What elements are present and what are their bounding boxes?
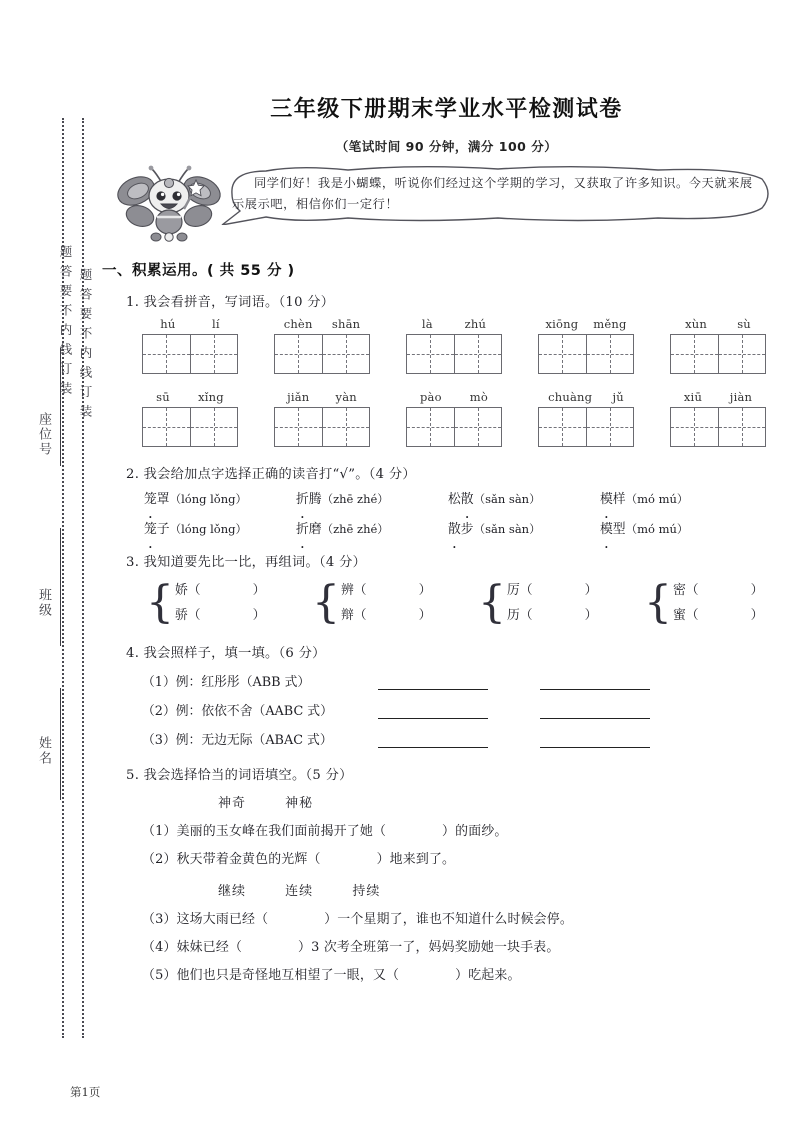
pinyin-label xyxy=(274,317,370,331)
dotted-char: 模 xyxy=(600,492,613,507)
pinyin-options[interactable]: （zhē zhé） xyxy=(321,522,389,536)
tianzige-cell[interactable] xyxy=(539,335,587,373)
q4-prompt: 4. 我会照样子，填一填。（6 分） xyxy=(126,646,326,661)
q5-sentence xyxy=(142,908,793,927)
pinyin-syllable: jǔ xyxy=(612,390,624,404)
mascot-banner xyxy=(100,163,793,245)
sentence-post: ）的面纱。 xyxy=(442,824,508,839)
paren-close: ） xyxy=(418,608,432,623)
dotted-char: 折 xyxy=(296,492,309,507)
tianzige-cell[interactable] xyxy=(587,408,634,446)
answer-blank[interactable] xyxy=(540,675,650,690)
paren-close: ） xyxy=(750,583,764,598)
pinyin-syllable: jiǎn xyxy=(287,390,310,404)
word-bank-option[interactable]: 持续 xyxy=(352,884,381,899)
tianzige-cell[interactable] xyxy=(275,335,323,373)
sentence-pre: （4）妹妹已经（ xyxy=(142,940,243,955)
pinyin-grid-group xyxy=(406,317,502,374)
q5-sentence xyxy=(142,936,793,955)
tianzige-box[interactable] xyxy=(670,407,766,447)
pinyin-syllable: chuàng xyxy=(548,390,593,404)
pinyin-label xyxy=(538,317,634,331)
pinyin-label xyxy=(142,317,238,331)
char-pair-top[interactable] xyxy=(673,578,763,603)
dotted-char: 模 xyxy=(600,522,613,537)
q4-item xyxy=(142,671,793,690)
answer-blank[interactable] xyxy=(540,733,650,748)
q5-word-bank-1 xyxy=(218,792,793,811)
sentence-pre: （2）秋天带着金黄色的光辉（ xyxy=(142,852,321,867)
q3-pairs xyxy=(146,578,793,628)
pronunciation-choice[interactable] xyxy=(600,488,752,507)
pinyin-syllable: měng xyxy=(593,317,627,331)
pinyin-label xyxy=(538,390,634,404)
char-pair-bottom[interactable] xyxy=(175,603,265,628)
pronunciation-choice[interactable] xyxy=(296,518,448,537)
char-label: 骄（ xyxy=(175,608,201,623)
name-rule xyxy=(60,688,61,800)
butterfly-fairy-icon xyxy=(110,165,230,243)
char-pair-top[interactable] xyxy=(341,578,431,603)
tianzige-box[interactable] xyxy=(406,407,502,447)
word-rest: 罩 xyxy=(156,492,170,507)
tianzige-cell[interactable] xyxy=(143,408,191,446)
sentence-post: ）吃起来。 xyxy=(455,968,521,983)
pinyin-grid-group xyxy=(142,317,238,374)
char-pair-group xyxy=(312,578,460,628)
sentence-post: ）地来到了。 xyxy=(376,852,456,867)
tianzige-cell[interactable] xyxy=(587,335,634,373)
tianzige-cell[interactable] xyxy=(455,408,502,446)
paren-close: ） xyxy=(584,608,598,623)
tianzige-box[interactable] xyxy=(538,407,634,447)
pinyin-syllable: pào xyxy=(420,390,442,404)
pattern-label: （2）例：依依不舍（AABC 式） xyxy=(142,704,333,719)
paren-close: ） xyxy=(252,583,266,598)
tianzige-cell[interactable] xyxy=(143,335,191,373)
seal-binding-sidebar xyxy=(0,0,100,1122)
q2-prompt: 2. 我会给加点字选择正确的读音打“√”。（4 分） xyxy=(126,467,416,482)
word-bank-option[interactable]: 连续 xyxy=(285,884,314,899)
paren-close: ） xyxy=(418,583,432,598)
word-rest: 磨 xyxy=(308,522,322,537)
pronunciation-choice[interactable] xyxy=(600,518,752,537)
word-bank-option[interactable]: 神秘 xyxy=(285,796,314,811)
dotted-char: 散 xyxy=(448,522,461,537)
seal-dotted-line-inner xyxy=(82,118,84,1038)
q4-item xyxy=(142,729,793,748)
q1-row-2 xyxy=(142,390,793,447)
char-pair-top[interactable] xyxy=(507,578,597,603)
answer-blank[interactable] xyxy=(378,733,488,748)
tianzige-box[interactable] xyxy=(670,334,766,374)
pinyin-syllable: yàn xyxy=(335,390,357,404)
pinyin-syllable: shān xyxy=(331,317,361,331)
sentence-pre: （5）他们也只是奇怪地互相望了一眼，又（ xyxy=(142,968,400,983)
tianzige-cell[interactable] xyxy=(407,408,455,446)
answer-blank[interactable] xyxy=(378,675,488,690)
pinyin-options[interactable]: （lóng lǒng） xyxy=(169,522,247,536)
char-label: 厉（ xyxy=(507,583,533,598)
pinyin-label xyxy=(670,317,766,331)
q1-prompt: 1. 我会看拼音，写词语。（10 分） xyxy=(126,295,335,310)
pinyin-label xyxy=(274,390,370,404)
pinyin-options[interactable]: （mó mú） xyxy=(625,522,689,536)
brace-icon: { xyxy=(478,577,506,628)
pattern-label: （1）例：红彤彤（ABB 式） xyxy=(142,675,311,690)
pinyin-grid-group xyxy=(670,390,766,447)
pinyin-grid-group xyxy=(142,390,238,447)
q4-item xyxy=(142,700,793,719)
char-pair-bottom[interactable] xyxy=(507,603,597,628)
tianzige-cell[interactable] xyxy=(191,408,238,446)
pinyin-syllable: sū xyxy=(156,390,170,404)
section-heading: 一、积累运用。( 共 55 分 ) xyxy=(102,263,295,279)
word-rest: 型 xyxy=(612,522,626,537)
answer-blank[interactable] xyxy=(378,704,488,719)
pronunciation-choice[interactable] xyxy=(144,488,296,507)
tianzige-box[interactable] xyxy=(142,334,238,374)
q2-row-1 xyxy=(144,488,793,507)
sentence-pre: （3）这场大雨已经（ xyxy=(142,912,269,927)
pinyin-syllable: mò xyxy=(469,390,488,404)
q5-word-bank-2 xyxy=(218,880,793,899)
pinyin-grid-group xyxy=(670,317,766,374)
sentence-pre: （1）美丽的玉女峰在我们面前揭开了她（ xyxy=(142,824,387,839)
pinyin-grid-group xyxy=(274,317,370,374)
tianzige-cell[interactable] xyxy=(191,335,238,373)
seat-number-field[interactable]: 座位号 xyxy=(36,412,51,457)
pinyin-options[interactable]: （zhē zhé） xyxy=(321,492,389,506)
page-title: 三年级下册期末学业水平检测试卷 xyxy=(270,97,623,122)
pinyin-options[interactable]: （lóng lǒng） xyxy=(169,492,247,506)
char-label: 娇（ xyxy=(175,583,201,598)
tianzige-cell[interactable] xyxy=(671,408,719,446)
page-footer: 第1页 xyxy=(70,1085,101,1099)
seat-number-rule xyxy=(60,348,61,466)
char-label: 历（ xyxy=(507,608,533,623)
char-label: 蜜（ xyxy=(673,608,699,623)
char-label: 密（ xyxy=(673,583,699,598)
pinyin-grid-group xyxy=(538,390,634,447)
tianzige-cell[interactable] xyxy=(719,408,766,446)
q5-sentence xyxy=(142,848,793,867)
pinyin-grid-group xyxy=(274,390,370,447)
seal-text-inner: 题答要不内线订装 xyxy=(78,268,93,424)
word-rest: 样 xyxy=(612,492,626,507)
tianzige-cell[interactable] xyxy=(407,335,455,373)
pronunciation-choice[interactable] xyxy=(448,518,600,537)
sentence-post: ）一个星期了，谁也不知道什么时候会停。 xyxy=(324,912,573,927)
word-rest: 步 xyxy=(460,522,474,537)
paren-close: ） xyxy=(252,608,266,623)
tianzige-cell[interactable] xyxy=(671,335,719,373)
q3-prompt: 3. 我知道要先比一比，再组词。（4 分） xyxy=(126,555,367,570)
exam-subtitle: （笔试时间 90 分钟，满分 100 分） xyxy=(335,139,558,154)
pronunciation-choice[interactable] xyxy=(448,488,600,507)
class-field[interactable]: 班级 xyxy=(36,588,51,618)
q1-row-1 xyxy=(142,317,793,374)
pronunciation-choice[interactable] xyxy=(296,488,448,507)
mascot-bubble-text: 同学们好！我是小蝴蝶，听说你们经过这个学期的学习，又获取了许多知识。今天就来展示展示吧，相信你们一定行！ xyxy=(232,176,753,211)
pronunciation-choice[interactable] xyxy=(144,518,296,537)
tianzige-cell[interactable] xyxy=(323,408,370,446)
tianzige-box[interactable] xyxy=(274,334,370,374)
pinyin-syllable: chèn xyxy=(283,317,313,331)
char-pair-group xyxy=(478,578,626,628)
brace-icon: { xyxy=(146,577,174,628)
word-bank-option[interactable]: 继续 xyxy=(218,884,247,899)
pinyin-syllable: xǐng xyxy=(198,390,224,404)
pinyin-syllable: xùn xyxy=(685,317,707,331)
char-pair-group xyxy=(146,578,294,628)
pinyin-grid-group xyxy=(406,390,502,447)
char-pair-bottom[interactable] xyxy=(341,603,431,628)
pinyin-label xyxy=(406,317,502,331)
q5-sentence xyxy=(142,820,793,839)
seal-text-outer: 题答要不内线订装 xyxy=(58,245,73,401)
tianzige-cell[interactable] xyxy=(539,408,587,446)
q5-prompt: 5. 我会选择恰当的词语填空。（5 分） xyxy=(126,768,353,783)
pinyin-syllable: là xyxy=(421,317,433,331)
word-with-dot: 松散 xyxy=(448,492,474,507)
brace-icon: { xyxy=(644,577,672,628)
word-bank-option[interactable]: 神奇 xyxy=(218,796,247,811)
pinyin-options[interactable]: （sǎn sàn） xyxy=(473,522,541,536)
word-rest: 腾 xyxy=(308,492,322,507)
pinyin-syllable: lí xyxy=(211,317,220,331)
char-pair-group xyxy=(644,578,792,628)
pinyin-label xyxy=(142,390,238,404)
tianzige-box[interactable] xyxy=(406,334,502,374)
class-rule xyxy=(60,528,61,646)
dotted-char: 笼 xyxy=(144,522,157,537)
brace-icon: { xyxy=(312,577,340,628)
q5-sentence xyxy=(142,964,793,983)
char-label: 辩（ xyxy=(341,608,367,623)
pinyin-grid-group xyxy=(538,317,634,374)
pinyin-syllable: zhú xyxy=(464,317,487,331)
paren-close: ） xyxy=(750,608,764,623)
pinyin-options[interactable]: （sǎn sàn） xyxy=(473,492,541,506)
tianzige-cell[interactable] xyxy=(455,335,502,373)
tianzige-cell[interactable] xyxy=(275,408,323,446)
pinyin-syllable: xiōng xyxy=(545,317,579,331)
tianzige-box[interactable] xyxy=(274,407,370,447)
pattern-label: （3）例：无边无际（ABAC 式） xyxy=(142,733,333,748)
tianzige-box[interactable] xyxy=(142,407,238,447)
dotted-char: 散 xyxy=(460,492,474,507)
char-label: 辨（ xyxy=(341,583,367,598)
dotted-char: 笼 xyxy=(144,492,157,507)
pinyin-label xyxy=(406,390,502,404)
pinyin-label xyxy=(670,390,766,404)
sentence-post: ）3 次考全班第一了，妈妈奖励她一块手表。 xyxy=(298,940,560,955)
name-field[interactable]: 姓名 xyxy=(36,736,51,766)
word-rest: 子 xyxy=(156,522,170,537)
pinyin-syllable: sù xyxy=(737,317,751,331)
pinyin-syllable: jiàn xyxy=(729,390,753,404)
dotted-char: 折 xyxy=(296,522,309,537)
tianzige-cell[interactable] xyxy=(323,335,370,373)
tianzige-cell[interactable] xyxy=(719,335,766,373)
char-pair-top[interactable] xyxy=(175,578,265,603)
pinyin-syllable: xiū xyxy=(683,390,703,404)
pinyin-options[interactable]: （mó mú） xyxy=(625,492,689,506)
tianzige-box[interactable] xyxy=(538,334,634,374)
answer-blank[interactable] xyxy=(540,704,650,719)
pinyin-syllable: hú xyxy=(160,317,176,331)
char-pair-bottom[interactable] xyxy=(673,603,763,628)
paren-close: ） xyxy=(584,583,598,598)
